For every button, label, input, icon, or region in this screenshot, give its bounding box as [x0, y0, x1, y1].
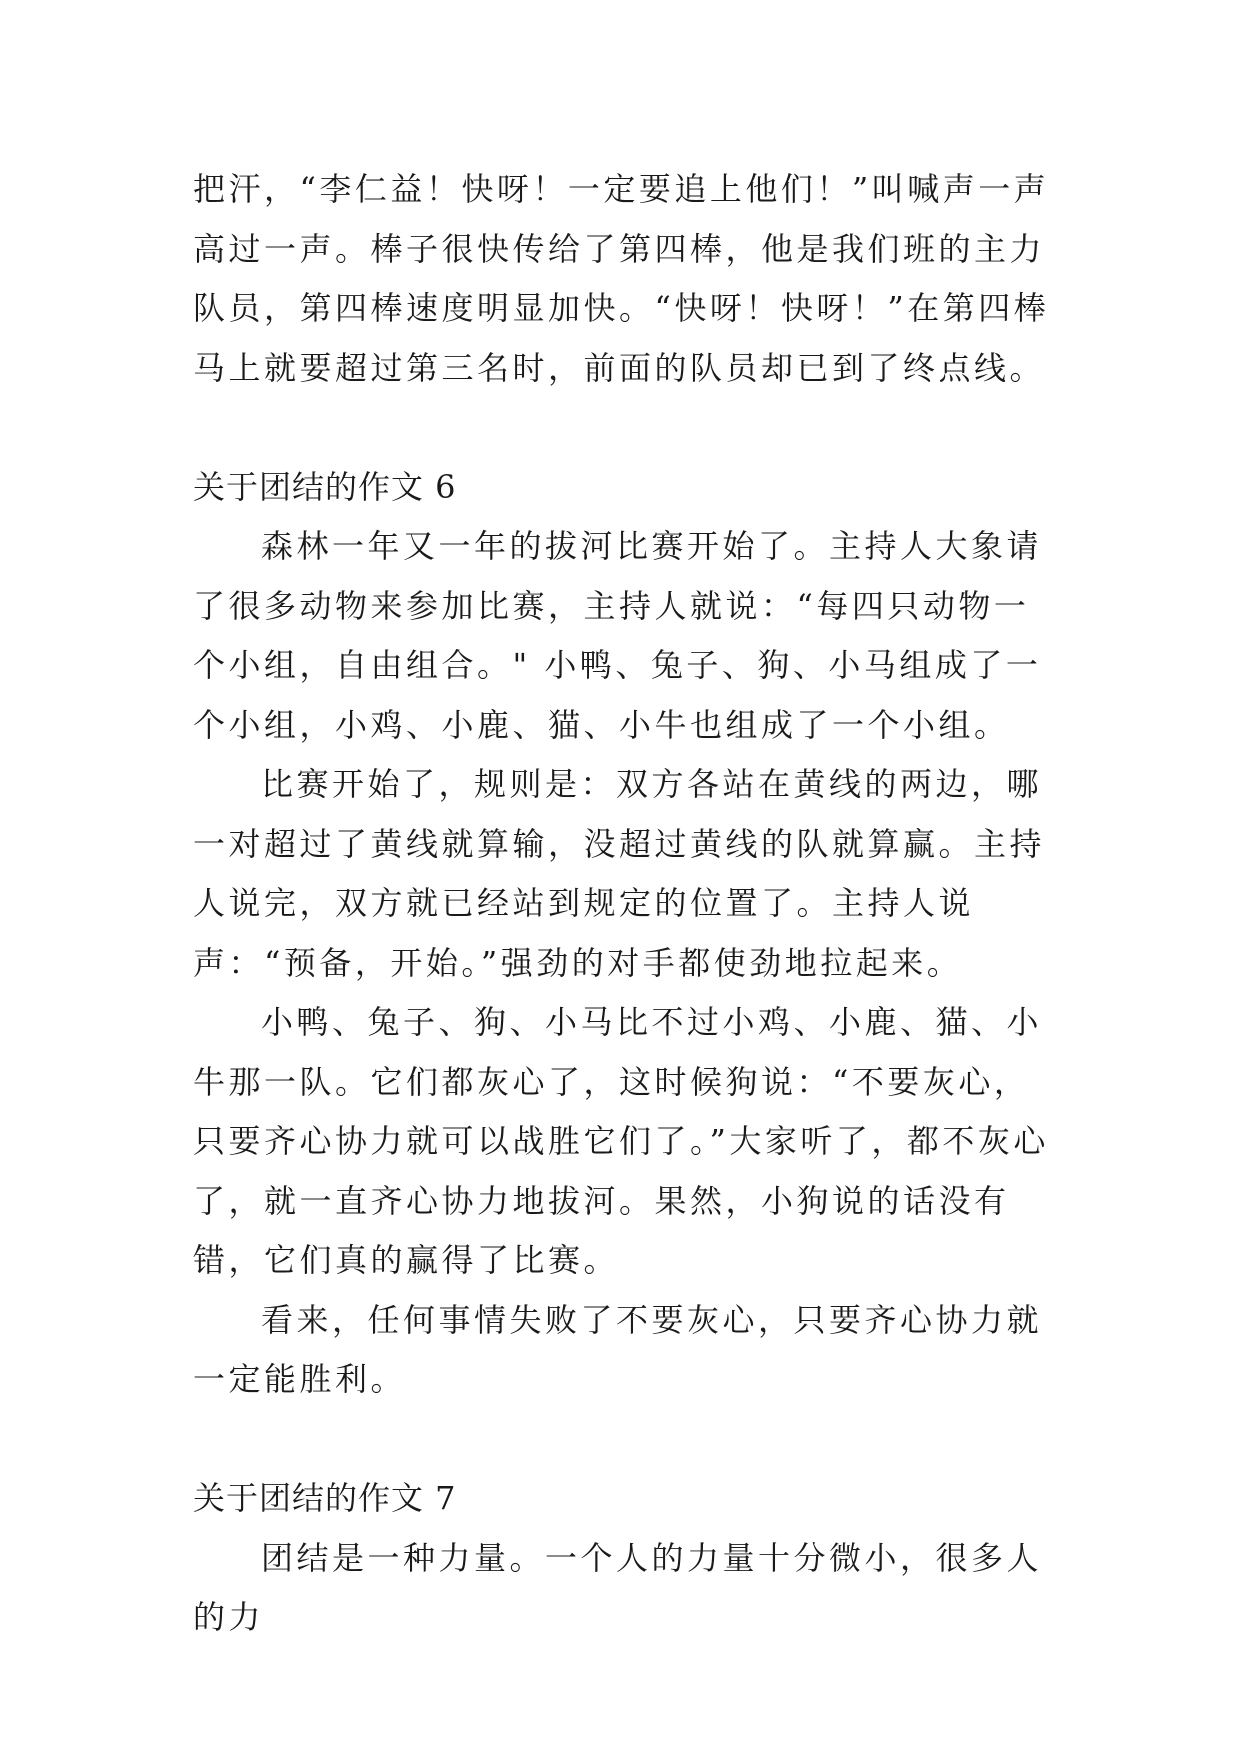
body-paragraph: 把汗，“李仁益！快呀！一定要追上他们！”叫喊声一声高过一声。棒子很快传给了第四棒，他是我们班的主力队员，第四棒速度明显加快。“快呀！快呀！”在第四棒马上就要超过第三名时，前面的队员却已到了终点线。 [193, 170, 1050, 387]
body-paragraph: 小鸭、兔子、狗、小马比不过小鸡、小鹿、猫、小牛那一队。它们都灰心了，这时候狗说：“不要灰心，只要齐心协力就可以战胜它们了。”大家听了，都不灰心了，就一直齐心协力地拔河。果然，小狗说的话没有错，它们真的赢得了比赛。 [193, 1003, 1049, 1279]
document-body [193, 160, 1055, 1648]
body-paragraph: 看来，任何事情失败了不要灰心，只要齐心协力就一定能胜利。 [193, 1300, 1043, 1398]
body-paragraph: 团结是一种力量。一个人的力量十分微小，很多人的力 [193, 1538, 1043, 1636]
body-paragraph: 森林一年又一年的拔河比赛开始了。主持人大象请了很多动物来参加比赛，主持人就说：“每四只动物一个小组，自由组合。" 小鸭、兔子、狗、小马组成了一个小组，小鸡、小鹿、猫、小牛也组成了一个小组。 [193, 527, 1043, 744]
section-heading: 关于团结的作文 6 [193, 467, 457, 506]
section-heading: 关于团结的作文 7 [193, 1479, 457, 1517]
body-paragraph: 比赛开始了，规则是：双方各站在黄线的两边，哪一对超过了黄线就算输，没超过黄线的队就算赢。主持人说完，双方就已经站到规定的位置了。主持人说声：“预备，开始。”强劲的对手都使劲地拉起来。 [193, 765, 1046, 982]
